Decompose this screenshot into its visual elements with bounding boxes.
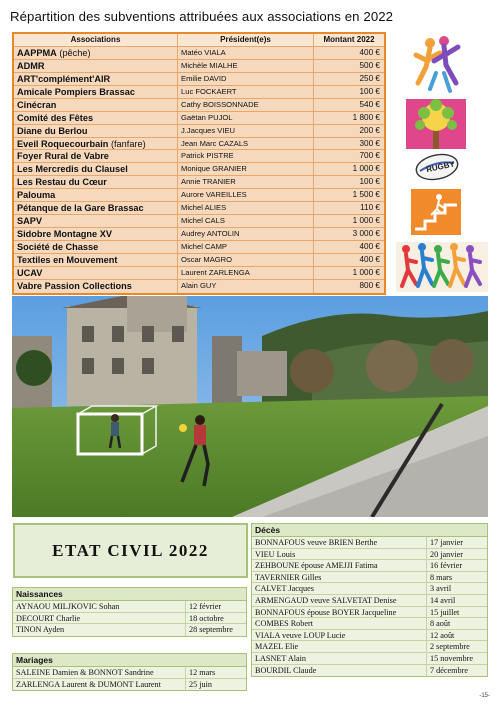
association-name <box>14 125 178 137</box>
event-date: 16 février <box>430 561 463 571</box>
subsidy-amount: 100 € <box>359 86 380 96</box>
person-name: COMBES Robert <box>252 618 427 629</box>
person-name: BOURDIL Claude <box>252 665 427 677</box>
table-row <box>14 99 384 112</box>
table-row <box>14 47 384 60</box>
association-name <box>14 150 178 162</box>
association-label: Cinécran <box>17 99 57 110</box>
table-row <box>14 176 384 189</box>
association-label: Foyer Rural de Vabre <box>17 151 109 162</box>
table-row <box>14 189 384 202</box>
rugby-ball-icon <box>414 152 460 182</box>
association-label: Sidobre Montagne XV <box>17 229 112 240</box>
mariages-section <box>12 653 247 691</box>
association-name <box>14 254 178 266</box>
mariages-row <box>13 679 246 691</box>
association-label: Les Mercredis du Clausel <box>17 164 128 175</box>
naissances-row <box>13 613 246 625</box>
president-name: Michel CALS <box>178 215 314 227</box>
table-row <box>14 215 384 228</box>
person-name: BONNAFOUS épouse BOYER Jacqueline <box>252 607 427 618</box>
table-row <box>14 202 384 215</box>
association-note: (fanfare) <box>108 138 146 149</box>
person-name: SALEINE Damien & BONNOT Sandrine <box>13 667 186 678</box>
subsidy-amount: 110 € <box>360 203 380 213</box>
association-name <box>14 202 178 214</box>
etat-civil-title: ETAT CIVIL 2022 <box>13 523 248 578</box>
deces-row <box>252 618 487 630</box>
table-row <box>14 86 384 99</box>
association-label: Comité des Fêtes <box>17 112 94 123</box>
event-date: 8 mars <box>430 572 453 582</box>
association-name <box>14 47 178 59</box>
subsidy-amount: 200 € <box>359 125 380 135</box>
association-label: Amicale Pompiers Brassac <box>17 86 135 97</box>
event-date: 8 août <box>430 619 451 629</box>
person-name: ZEHBOUNE épouse AMEJJI Fatima <box>252 560 427 571</box>
president-name: Patrick PISTRE <box>178 150 314 162</box>
deces-row <box>252 595 487 607</box>
event-date: 12 août <box>430 630 455 640</box>
association-label: ART'complément'AIR <box>17 73 111 84</box>
table-row <box>14 254 384 267</box>
table-row <box>14 60 384 73</box>
association-label: ADMR <box>17 60 45 71</box>
mariages-heading: Mariages <box>13 654 246 667</box>
subsidy-amount: 700 € <box>359 151 380 161</box>
event-date: 12 février <box>189 602 222 611</box>
stairs-illustration <box>411 189 461 235</box>
subsidy-amount: 1 000 € <box>352 267 380 277</box>
col-header-amount: Montant 2022 <box>323 35 375 44</box>
association-name <box>14 163 178 175</box>
table-row <box>14 267 384 280</box>
association-name <box>14 73 178 85</box>
person-name: CALVET Jacques <box>252 583 427 594</box>
runners-illustration <box>396 242 488 292</box>
deces-row <box>252 572 487 584</box>
association-name <box>14 189 178 201</box>
president-name: Audrey ANTOLIN <box>178 228 314 240</box>
president-name: Matéo VIALA <box>178 47 314 59</box>
association-note: (pêche) <box>56 47 91 58</box>
event-date: 17 janvier <box>430 538 463 547</box>
president-name: Gaëtan PUJOL <box>178 112 314 124</box>
subsidy-amount: 3 000 € <box>352 229 380 239</box>
deces-row <box>252 560 487 572</box>
table-header <box>14 34 384 47</box>
event-date: 20 janvier <box>430 549 463 559</box>
association-label: Pétanque de la Gare Brassac <box>17 203 144 214</box>
deces-section <box>251 523 488 677</box>
deces-heading: Décès <box>252 524 487 537</box>
association-name <box>14 176 178 188</box>
deces-row <box>252 583 487 595</box>
deces-row <box>252 630 487 642</box>
table-row <box>14 280 384 293</box>
deces-row <box>252 537 487 549</box>
subsidy-amount: 400 € <box>359 254 380 264</box>
page-title: Répartition des subventions attribuées aux associations en 2022 <box>10 9 394 24</box>
event-date: 12 mars <box>189 668 216 677</box>
subsidy-amount: 100 € <box>359 177 380 187</box>
association-label: Textiles en Mouvement <box>17 254 118 265</box>
association-label: Eveil Roquecourbain <box>17 138 109 149</box>
association-name <box>14 112 178 124</box>
subsidy-amount: 500 € <box>359 60 380 70</box>
subsidy-amount: 1 000 € <box>352 216 380 226</box>
table-row <box>14 163 384 176</box>
deces-row <box>252 653 487 665</box>
person-name: ZARLENGA Laurent & DUMONT Laurent <box>13 679 186 691</box>
person-name: DECOURT Charlie <box>13 613 186 624</box>
association-label: Diane du Berlou <box>17 125 88 136</box>
event-date: 28 septembre <box>189 625 233 635</box>
naissances-row <box>13 624 246 636</box>
subsidy-amount: 1 000 € <box>352 164 380 174</box>
association-name <box>14 138 178 150</box>
event-date: 3 avril <box>430 584 452 594</box>
subsidy-amount: 1 500 € <box>352 190 380 200</box>
deces-row <box>252 641 487 653</box>
subsidy-amount: 400 € <box>359 47 380 57</box>
event-date: 2 septembre <box>430 642 470 652</box>
dancers-illustration <box>408 33 466 95</box>
president-name: Cathy BOISSONNADE <box>178 99 314 111</box>
association-label: Société de Chasse <box>17 242 99 252</box>
association-name <box>14 241 178 253</box>
president-name: Monique GRANIER <box>178 163 314 175</box>
page-number: -15- <box>479 693 490 699</box>
table-row <box>14 150 384 163</box>
event-date: 14 avril <box>430 595 456 605</box>
president-name: Annie TRANIER <box>178 176 314 188</box>
person-name: BONNAFOUS veuve BRIEN Berthe <box>252 537 427 548</box>
association-label: Palouma <box>17 190 56 201</box>
president-name: Michèle MIALHE <box>178 60 314 72</box>
president-name: Jean Marc CAZALS <box>178 138 314 150</box>
naissances-section <box>12 587 247 637</box>
naissances-row <box>13 601 246 613</box>
person-name: VIALA veuve LOUP Lucie <box>252 630 427 641</box>
col-header-presidents: Président(e)s <box>178 34 314 46</box>
deces-row <box>252 607 487 619</box>
president-name: Aurore VAREILLES <box>178 189 314 201</box>
table-row <box>14 228 384 241</box>
person-name: MAZEL Elie <box>252 641 427 652</box>
table-row <box>14 112 384 125</box>
association-name <box>14 267 178 279</box>
table-row <box>14 125 384 138</box>
village-sports-ground-photo <box>12 296 488 517</box>
person-name: TINON Ayden <box>13 624 186 636</box>
table-row <box>14 241 384 254</box>
svg-text:RUGBY: RUGBY <box>425 159 456 175</box>
president-name: Laurent ZARLENGA <box>178 267 314 279</box>
association-name <box>14 99 178 111</box>
event-date: 7 décembre <box>430 665 468 675</box>
person-name: LASNET Alain <box>252 653 427 664</box>
event-date: 18 octobre <box>189 613 224 623</box>
association-name <box>14 215 178 227</box>
president-name: Michel ALIES <box>178 202 314 214</box>
president-name: Oscar MAGRO <box>178 254 314 266</box>
person-name: AYNAOU MILJKOVIC Sohan <box>13 601 186 612</box>
tree-illustration <box>406 99 466 149</box>
subsidy-amount: 540 € <box>359 99 380 109</box>
association-name <box>14 228 178 240</box>
president-name: Alain GUY <box>178 280 314 293</box>
subsidy-table <box>12 32 386 295</box>
subsidy-amount: 1 800 € <box>352 112 380 122</box>
col-header-associations: Associations <box>14 34 178 46</box>
president-name: J.Jacques VIEU <box>178 125 314 137</box>
event-date: 15 novembre <box>430 653 473 663</box>
person-name: VIEU Louis <box>252 549 427 560</box>
association-name <box>14 60 178 72</box>
association-label: SAPV <box>17 216 43 227</box>
president-name: Emilie DAVID <box>178 73 314 85</box>
table-row <box>14 73 384 86</box>
person-name: ARMENGAUD veuve SALVETAT Denise <box>252 595 427 606</box>
naissances-heading: Naissances <box>13 588 246 601</box>
president-name: Luc FOCKAERT <box>178 86 314 98</box>
deces-row <box>252 665 487 677</box>
president-name: Michel CAMP <box>178 241 314 253</box>
association-label: Vabre Passion Collections <box>17 280 132 291</box>
association-name <box>14 280 178 293</box>
mariages-row <box>13 667 246 679</box>
association-label: Les Restau du Cœur <box>17 177 107 188</box>
association-label: UCAV <box>17 267 43 278</box>
association-label: AAPPMA <box>17 47 57 58</box>
subsidy-amount: 300 € <box>359 138 380 148</box>
subsidy-amount: 400 € <box>359 242 380 251</box>
event-date: 25 juin <box>189 679 212 689</box>
deces-row <box>252 549 487 561</box>
subsidy-amount: 250 € <box>359 73 380 83</box>
subsidy-amount: 800 € <box>359 280 380 290</box>
person-name: TAVERNIER Gilles <box>252 572 427 583</box>
table-row <box>14 138 384 151</box>
event-date: 15 juillet <box>430 607 460 617</box>
association-name <box>14 86 178 98</box>
